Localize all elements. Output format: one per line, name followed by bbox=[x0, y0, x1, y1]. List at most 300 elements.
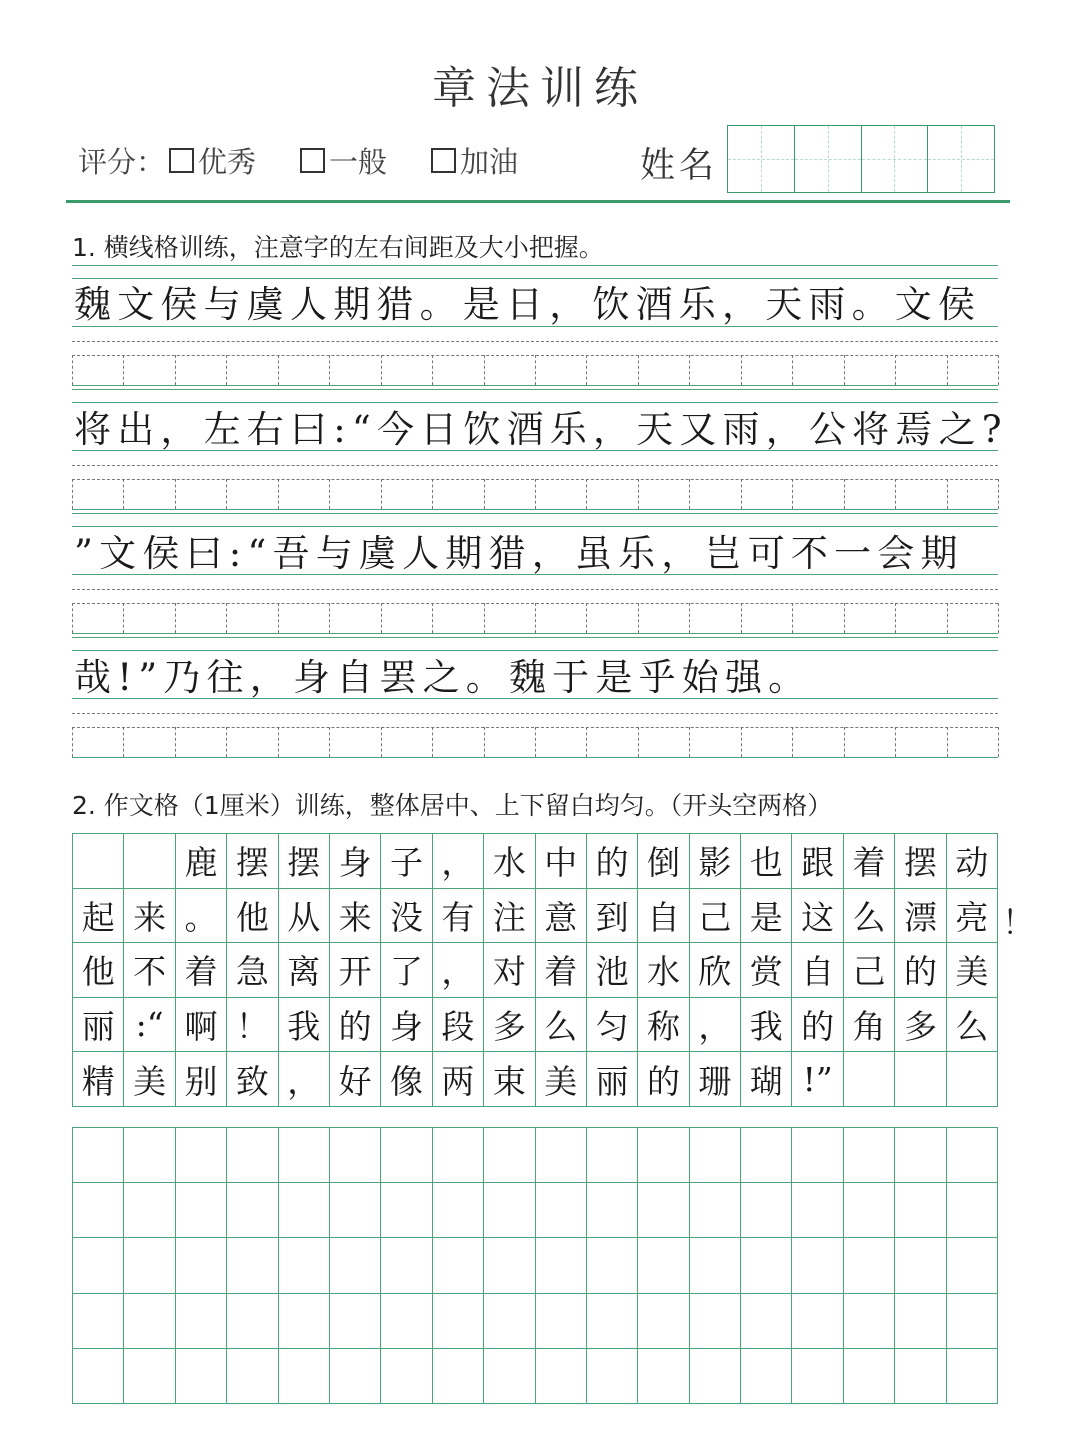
blank-grid-cell[interactable] bbox=[484, 1128, 535, 1183]
grid-cell: !” bbox=[792, 1052, 843, 1107]
grid-cell: 也 bbox=[741, 834, 792, 889]
blank-grid-cell[interactable] bbox=[124, 1238, 175, 1293]
grid-cell: 赏 bbox=[741, 943, 792, 998]
column-tick bbox=[123, 479, 124, 509]
grid-cell: 是 bbox=[741, 888, 792, 943]
column-tick bbox=[278, 355, 279, 385]
rule-line bbox=[72, 713, 998, 714]
blank-grid-cell[interactable] bbox=[689, 1293, 740, 1348]
column-tick bbox=[329, 727, 330, 757]
column-tick bbox=[844, 479, 845, 509]
page-title: 章法训练 bbox=[432, 63, 648, 114]
grid-cell: 影 bbox=[689, 834, 740, 889]
blank-grid-cell[interactable] bbox=[792, 1183, 843, 1238]
blank-grid-cell[interactable] bbox=[689, 1348, 740, 1403]
column-tick bbox=[638, 355, 639, 385]
grid-cell: ， bbox=[432, 834, 483, 889]
blank-grid-cell[interactable] bbox=[329, 1348, 380, 1403]
grid-cell: ！ bbox=[227, 997, 278, 1052]
blank-grid-cell[interactable] bbox=[381, 1238, 432, 1293]
blank-grid-cell[interactable] bbox=[124, 1348, 175, 1403]
blank-grid-cell[interactable] bbox=[741, 1238, 792, 1293]
option-excellent[interactable] bbox=[165, 140, 256, 181]
header-divider bbox=[66, 200, 1010, 203]
grid-cell: 丽 bbox=[586, 1052, 637, 1107]
column-tick bbox=[792, 355, 793, 385]
blank-grid-cell[interactable] bbox=[432, 1348, 483, 1403]
column-tick bbox=[432, 603, 433, 633]
grid-cell: 精 bbox=[73, 1052, 124, 1107]
blank-grid-cell[interactable] bbox=[329, 1183, 380, 1238]
column-tick bbox=[381, 727, 382, 757]
column-tick bbox=[792, 727, 793, 757]
grid-cell: 称 bbox=[638, 997, 689, 1052]
grid-cell: 欣 bbox=[689, 943, 740, 998]
blank-grid-cell[interactable] bbox=[895, 1183, 946, 1238]
grid-cell: 摆 bbox=[895, 834, 946, 889]
grid-cell: 这 bbox=[792, 888, 843, 943]
blank-grid-cell[interactable] bbox=[638, 1293, 689, 1348]
column-tick bbox=[175, 479, 176, 509]
blank-grid-cell[interactable] bbox=[792, 1348, 843, 1403]
blank-grid-cell[interactable] bbox=[586, 1128, 637, 1183]
grid-cell: 急 bbox=[227, 943, 278, 998]
blank-grid-cell[interactable] bbox=[792, 1128, 843, 1183]
grid-cell: 到 bbox=[586, 888, 637, 943]
grid-cell: 子 bbox=[381, 834, 432, 889]
column-tick bbox=[586, 603, 587, 633]
rule-line bbox=[72, 389, 998, 390]
grid-row bbox=[73, 1052, 998, 1107]
blank-grid-cell[interactable] bbox=[843, 1293, 894, 1348]
grid-cell: 意 bbox=[535, 888, 586, 943]
grid-cell: 美 bbox=[124, 1052, 175, 1107]
column-tick bbox=[947, 727, 948, 757]
column-tick bbox=[638, 727, 639, 757]
blank-grid-cell[interactable] bbox=[843, 1183, 894, 1238]
grid-cell: 了 bbox=[381, 943, 432, 998]
blank-grid-cell[interactable] bbox=[73, 1238, 124, 1293]
blank-grid-cell[interactable] bbox=[278, 1238, 329, 1293]
blank-grid-cell[interactable] bbox=[535, 1238, 586, 1293]
column-tick bbox=[895, 603, 896, 633]
blank-grid-cell[interactable] bbox=[175, 1238, 226, 1293]
column-tick bbox=[638, 603, 639, 633]
blank-grid-cell[interactable] bbox=[432, 1183, 483, 1238]
grid-cell: 着 bbox=[535, 943, 586, 998]
grid-cell: 从 bbox=[278, 888, 329, 943]
grid-cell: 他 bbox=[227, 888, 278, 943]
name-label: 姓名 bbox=[640, 146, 719, 186]
column-tick bbox=[432, 355, 433, 385]
blank-grid-cell[interactable] bbox=[895, 1293, 946, 1348]
blank-grid-cell[interactable] bbox=[741, 1348, 792, 1403]
column-tick bbox=[689, 603, 690, 633]
option-label: 一般 bbox=[329, 145, 388, 179]
grid-cell: 啊 bbox=[175, 997, 226, 1052]
grid-cell bbox=[895, 1052, 946, 1107]
column-tick bbox=[792, 479, 793, 509]
name-cell[interactable] bbox=[928, 126, 994, 192]
column-tick bbox=[895, 479, 896, 509]
rule-line bbox=[72, 513, 998, 514]
column-tick bbox=[586, 727, 587, 757]
blank-grid-cell[interactable] bbox=[484, 1293, 535, 1348]
blank-grid-cell[interactable] bbox=[638, 1238, 689, 1293]
blank-grid-cell[interactable] bbox=[843, 1128, 894, 1183]
column-tick bbox=[689, 479, 690, 509]
column-tick bbox=[175, 603, 176, 633]
grid-cell: 美 bbox=[535, 1052, 586, 1107]
grid-cell: ， bbox=[278, 1052, 329, 1107]
blank-grid-cell[interactable] bbox=[124, 1293, 175, 1348]
grid-cell: 对 bbox=[484, 943, 535, 998]
blank-grid-cell[interactable] bbox=[792, 1238, 843, 1293]
column-tick bbox=[638, 479, 639, 509]
blank-grid-cell[interactable] bbox=[535, 1128, 586, 1183]
column-tick bbox=[844, 727, 845, 757]
option-average[interactable] bbox=[296, 140, 387, 181]
column-tick bbox=[844, 355, 845, 385]
column-tick bbox=[72, 727, 73, 757]
blank-grid-cell[interactable] bbox=[278, 1183, 329, 1238]
column-tick bbox=[278, 603, 279, 633]
blank-grid-cell[interactable] bbox=[741, 1183, 792, 1238]
rule-line bbox=[72, 650, 998, 651]
grid-cell bbox=[124, 834, 175, 889]
column-tick bbox=[535, 603, 536, 633]
column-tick bbox=[741, 727, 742, 757]
column-tick bbox=[689, 727, 690, 757]
grid-cell: 倒 bbox=[638, 834, 689, 889]
blank-grid-cell[interactable] bbox=[586, 1183, 637, 1238]
column-tick bbox=[535, 479, 536, 509]
column-tick bbox=[484, 355, 485, 385]
blank-grid-cell[interactable] bbox=[638, 1348, 689, 1403]
blank-grid-cell[interactable] bbox=[792, 1293, 843, 1348]
column-tick bbox=[72, 479, 73, 509]
blank-grid-cell[interactable] bbox=[586, 1348, 637, 1403]
grid-cell: 漂 bbox=[895, 888, 946, 943]
rule-line bbox=[72, 402, 998, 403]
rule-line bbox=[72, 265, 998, 266]
column-tick bbox=[484, 727, 485, 757]
column-tick bbox=[998, 479, 999, 509]
column-tick bbox=[226, 355, 227, 385]
column-tick bbox=[586, 355, 587, 385]
grid-cell: :“ bbox=[124, 997, 175, 1052]
blank-grid-cell[interactable] bbox=[638, 1128, 689, 1183]
blank-grid-cell[interactable] bbox=[73, 1348, 124, 1403]
column-tick bbox=[741, 355, 742, 385]
grid-cell: 身 bbox=[381, 997, 432, 1052]
grid-cell: 么 bbox=[946, 997, 997, 1052]
grid-cell: ， bbox=[432, 943, 483, 998]
section2-heading: 2. 作文格（1厘米）训练，整体居中、上下留白均匀。（开头空两格） bbox=[72, 791, 833, 820]
section1-heading: 1. 横线格训练，注意字的左右间距及大小把握。 bbox=[72, 233, 604, 262]
column-tick bbox=[484, 479, 485, 509]
blank-grid-cell[interactable] bbox=[895, 1348, 946, 1403]
grid-cell: 束 bbox=[484, 1052, 535, 1107]
grid-cell: 鹿 bbox=[175, 834, 226, 889]
grid-cell bbox=[946, 1052, 997, 1107]
column-tick bbox=[689, 355, 690, 385]
grid-cell: 么 bbox=[843, 888, 894, 943]
blank-grid-cell[interactable] bbox=[689, 1183, 740, 1238]
grid-row bbox=[73, 1238, 998, 1293]
column-tick bbox=[947, 479, 948, 509]
checkbox[interactable] bbox=[431, 148, 456, 173]
grid-cell: 美 bbox=[946, 943, 997, 998]
grid-cell bbox=[73, 834, 124, 889]
grid-cell: 好 bbox=[329, 1052, 380, 1107]
column-tick bbox=[123, 603, 124, 633]
rule-line bbox=[72, 589, 998, 590]
blank-grid-cell[interactable] bbox=[227, 1293, 278, 1348]
column-tick bbox=[895, 355, 896, 385]
column-tick bbox=[381, 603, 382, 633]
blank-grid-cell[interactable] bbox=[535, 1348, 586, 1403]
grid-cell: 像 bbox=[381, 1052, 432, 1107]
grid-row bbox=[73, 943, 998, 998]
checkbox[interactable] bbox=[169, 148, 194, 173]
grid-cell: 池 bbox=[586, 943, 637, 998]
blank-grid-cell[interactable] bbox=[381, 1348, 432, 1403]
blank-grid-cell[interactable] bbox=[227, 1128, 278, 1183]
option-label: 优秀 bbox=[198, 145, 257, 179]
grid-cell: 中 bbox=[535, 834, 586, 889]
blank-grid-cell[interactable] bbox=[432, 1293, 483, 1348]
practice-line: 将出，左右曰:“今日饮酒乐，天又雨，公将焉之? bbox=[74, 408, 1008, 451]
grid-cell: ， bbox=[689, 997, 740, 1052]
blank-grid-cell[interactable] bbox=[741, 1293, 792, 1348]
column-tick bbox=[226, 603, 227, 633]
blank-grid-cell[interactable] bbox=[689, 1238, 740, 1293]
blank-grid-cell[interactable] bbox=[843, 1348, 894, 1403]
name-cell[interactable] bbox=[728, 126, 795, 192]
column-tick bbox=[175, 355, 176, 385]
grid-cell: 珊 bbox=[689, 1052, 740, 1107]
blank-grid-cell[interactable] bbox=[175, 1128, 226, 1183]
grid-cell bbox=[843, 1052, 894, 1107]
blank-grid-cell[interactable] bbox=[946, 1348, 997, 1403]
option-label: 加油 bbox=[460, 145, 519, 179]
blank-grid-cell[interactable] bbox=[946, 1293, 997, 1348]
blank-grid-cell[interactable] bbox=[175, 1293, 226, 1348]
grid-cell: 有 bbox=[432, 888, 483, 943]
grid-cell: 角 bbox=[843, 997, 894, 1052]
blank-grid-cell[interactable] bbox=[278, 1348, 329, 1403]
grid-cell: 的 bbox=[329, 997, 380, 1052]
practice-line: 魏文侯与虞人期猎。是日，饮酒乐，天雨。文侯 bbox=[74, 283, 982, 326]
blank-grid-cell[interactable] bbox=[843, 1238, 894, 1293]
blank-grid-cell[interactable] bbox=[638, 1183, 689, 1238]
blank-grid-cell[interactable] bbox=[741, 1128, 792, 1183]
blank-grid-cell[interactable] bbox=[175, 1348, 226, 1403]
column-tick bbox=[381, 479, 382, 509]
grid-cell: 亮 bbox=[946, 888, 997, 943]
grid-cell: 摆 bbox=[227, 834, 278, 889]
score-label: 评分： bbox=[78, 145, 166, 179]
rule-line bbox=[72, 341, 998, 342]
column-tick bbox=[947, 355, 948, 385]
blank-grid-cell[interactable] bbox=[73, 1293, 124, 1348]
column-tick bbox=[998, 727, 999, 757]
grid-cell: 己 bbox=[843, 943, 894, 998]
column-tick bbox=[381, 355, 382, 385]
grid-cell: 两 bbox=[432, 1052, 483, 1107]
grid-cell: 身 bbox=[329, 834, 380, 889]
blank-grid-cell[interactable] bbox=[484, 1348, 535, 1403]
blank-grid-cell[interactable] bbox=[895, 1238, 946, 1293]
grid-cell: 起 bbox=[73, 888, 124, 943]
blank-grid-cell[interactable] bbox=[381, 1128, 432, 1183]
column-tick bbox=[844, 603, 845, 633]
column-tick bbox=[998, 355, 999, 385]
grid-cell: 我 bbox=[741, 997, 792, 1052]
column-tick bbox=[278, 727, 279, 757]
rule-line bbox=[72, 326, 998, 327]
grid-cell: 来 bbox=[124, 888, 175, 943]
practice-line: ”文侯曰:“吾与虞人期猎，虽乐，岂可不一会期 bbox=[74, 532, 964, 575]
blank-grid-cell[interactable] bbox=[381, 1183, 432, 1238]
rule-line bbox=[72, 637, 998, 638]
rule-line bbox=[72, 465, 998, 466]
rule-line bbox=[72, 633, 998, 634]
grid-cell: 匀 bbox=[586, 997, 637, 1052]
grid-cell: 丽 bbox=[73, 997, 124, 1052]
column-tick bbox=[535, 727, 536, 757]
column-tick bbox=[484, 603, 485, 633]
blank-grid-cell[interactable] bbox=[946, 1238, 997, 1293]
grid-cell: 注 bbox=[484, 888, 535, 943]
checkbox[interactable] bbox=[300, 148, 325, 173]
practice-line: 哉!”乃往，身自罢之。魏于是乎始强。 bbox=[74, 656, 812, 699]
grid-cell: 的 bbox=[638, 1052, 689, 1107]
name-field[interactable] bbox=[727, 125, 995, 193]
grid-cell: 没 bbox=[381, 888, 432, 943]
grid-cell: 着 bbox=[843, 834, 894, 889]
blank-grid-cell[interactable] bbox=[227, 1183, 278, 1238]
grid-cell: 己 bbox=[689, 888, 740, 943]
column-tick bbox=[535, 355, 536, 385]
column-tick bbox=[947, 603, 948, 633]
grid-cell: 开 bbox=[329, 943, 380, 998]
blank-grid-cell[interactable] bbox=[895, 1128, 946, 1183]
grid-cell: 来 bbox=[329, 888, 380, 943]
blank-grid-cell[interactable] bbox=[124, 1183, 175, 1238]
column-tick bbox=[432, 727, 433, 757]
blank-grid-cell[interactable] bbox=[432, 1238, 483, 1293]
grid-row bbox=[73, 888, 998, 943]
blank-grid-cell[interactable] bbox=[946, 1128, 997, 1183]
blank-grid-cell[interactable] bbox=[278, 1293, 329, 1348]
column-tick bbox=[741, 479, 742, 509]
blank-grid-cell[interactable] bbox=[227, 1348, 278, 1403]
grid-row bbox=[73, 997, 998, 1052]
name-cell[interactable] bbox=[795, 126, 862, 192]
column-tick bbox=[741, 603, 742, 633]
grid-row bbox=[73, 1183, 998, 1238]
blank-grid-cell[interactable] bbox=[227, 1238, 278, 1293]
grid-cell: 的 bbox=[586, 834, 637, 889]
column-tick bbox=[329, 355, 330, 385]
column-tick bbox=[72, 355, 73, 385]
column-tick bbox=[226, 727, 227, 757]
blank-grid-cell[interactable] bbox=[278, 1128, 329, 1183]
grid-cell: 自 bbox=[792, 943, 843, 998]
blank-grid-cell[interactable] bbox=[124, 1128, 175, 1183]
grid-cell: 。 bbox=[175, 888, 226, 943]
blank-grid-cell[interactable] bbox=[329, 1293, 380, 1348]
grid-cell: 跟 bbox=[792, 834, 843, 889]
grid-cell: 的 bbox=[792, 997, 843, 1052]
grid-cell: 我 bbox=[278, 997, 329, 1052]
column-tick bbox=[123, 355, 124, 385]
blank-grid-cell[interactable] bbox=[484, 1183, 535, 1238]
grid-cell: 么 bbox=[535, 997, 586, 1052]
grid-row bbox=[73, 1293, 998, 1348]
blank-grid-cell[interactable] bbox=[586, 1293, 637, 1348]
grid-cell: 着 bbox=[175, 943, 226, 998]
blank-grid-cell[interactable] bbox=[535, 1293, 586, 1348]
blank-grid-cell[interactable] bbox=[689, 1128, 740, 1183]
grid-cell: 致 bbox=[227, 1052, 278, 1107]
option-keep-going[interactable] bbox=[427, 140, 518, 181]
column-tick bbox=[226, 479, 227, 509]
column-tick bbox=[72, 603, 73, 633]
column-tick bbox=[792, 603, 793, 633]
blank-grid-cell[interactable] bbox=[381, 1293, 432, 1348]
blank-grid-cell[interactable] bbox=[73, 1183, 124, 1238]
rule-line bbox=[72, 278, 998, 279]
grid-cell: 水 bbox=[638, 943, 689, 998]
grid-cell: 别 bbox=[175, 1052, 226, 1107]
blank-grid-cell[interactable] bbox=[175, 1183, 226, 1238]
grid-row bbox=[73, 1128, 998, 1183]
column-tick bbox=[586, 479, 587, 509]
grid-cell: 离 bbox=[278, 943, 329, 998]
grid-cell: 自 bbox=[638, 888, 689, 943]
grid-cell: 多 bbox=[484, 997, 535, 1052]
blank-grid-cell[interactable] bbox=[484, 1238, 535, 1293]
rule-line bbox=[72, 509, 998, 510]
overflow-punctuation: ！ bbox=[1002, 903, 1035, 942]
column-tick bbox=[895, 727, 896, 757]
name-cell[interactable] bbox=[862, 126, 929, 192]
blank-grid-cell[interactable] bbox=[432, 1128, 483, 1183]
column-tick bbox=[278, 479, 279, 509]
grid-row bbox=[73, 834, 998, 889]
column-tick bbox=[175, 727, 176, 757]
blank-grid-cell[interactable] bbox=[535, 1183, 586, 1238]
composition-grid-blank[interactable] bbox=[72, 1127, 998, 1404]
grid-cell: 他 bbox=[73, 943, 124, 998]
blank-grid-cell[interactable] bbox=[329, 1128, 380, 1183]
blank-grid-cell[interactable] bbox=[73, 1128, 124, 1183]
grid-cell: 多 bbox=[895, 997, 946, 1052]
grid-row bbox=[73, 1348, 998, 1403]
composition-grid-filled bbox=[72, 833, 998, 1107]
grid-cell: 段 bbox=[432, 997, 483, 1052]
blank-grid-cell[interactable] bbox=[329, 1238, 380, 1293]
rule-line bbox=[72, 757, 998, 758]
score-row bbox=[78, 140, 558, 181]
column-tick bbox=[123, 727, 124, 757]
blank-grid-cell[interactable] bbox=[946, 1183, 997, 1238]
grid-cell: 的 bbox=[895, 943, 946, 998]
blank-grid-cell[interactable] bbox=[586, 1238, 637, 1293]
